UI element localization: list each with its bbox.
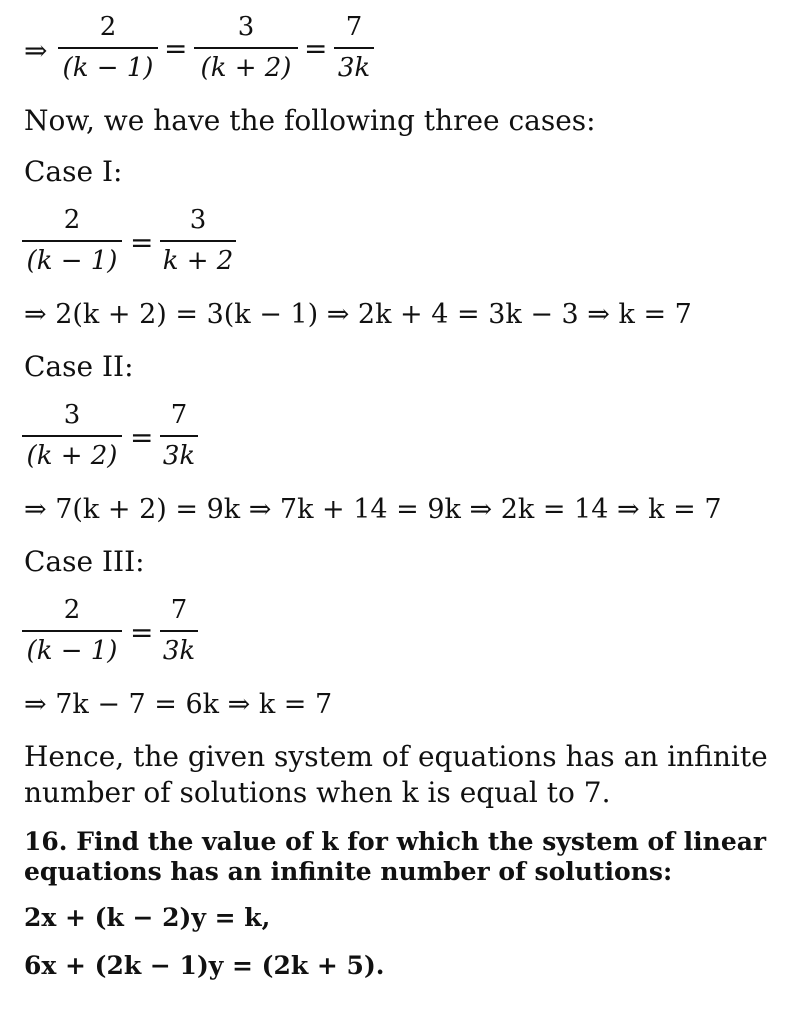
case-3-title: Case III: bbox=[24, 545, 145, 578]
fraction-denominator: 3k bbox=[162, 636, 196, 666]
case-2-title: Case II: bbox=[24, 350, 134, 383]
question-16-line-2: equations has an infinite number of solutions: bbox=[24, 857, 673, 886]
fraction-bar bbox=[194, 47, 298, 49]
fraction-numerator: 3 bbox=[189, 205, 207, 235]
equals-sign: = bbox=[164, 32, 188, 65]
case-3-derivation: ⇒ 7k − 7 = 6k ⇒ k = 7 bbox=[24, 689, 333, 720]
fraction-numerator: 2 bbox=[63, 205, 81, 235]
fraction-denominator: (k + 2) bbox=[200, 53, 292, 83]
question-16-line-1: 16. Find the value of k for which the system of linear bbox=[24, 827, 767, 856]
case-1-derivation: ⇒ 2(k + 2) = 3(k − 1) ⇒ 2k + 4 = 3k − 3 ⇒ k = 7 bbox=[24, 299, 692, 330]
conclusion-line-2: number of solutions when k is equal to 7. bbox=[24, 776, 611, 809]
fraction-bar bbox=[22, 630, 122, 632]
question-16-equation-2: 6x + (2k − 1)y = (2k + 5). bbox=[24, 951, 385, 980]
fraction-3 bbox=[334, 12, 374, 83]
fraction-1 bbox=[22, 595, 122, 666]
fraction-denominator: 3k bbox=[337, 53, 371, 83]
fraction-bar bbox=[334, 47, 374, 49]
equals-sign: = bbox=[130, 616, 154, 649]
fraction-numerator: 3 bbox=[63, 400, 81, 430]
case-1-title: Case I: bbox=[24, 155, 123, 188]
conclusion-line-1: Hence, the given system of equations has an infinite bbox=[24, 740, 768, 773]
fraction-bar bbox=[160, 435, 198, 437]
fraction-numerator: 3 bbox=[237, 12, 255, 42]
fraction-numerator: 2 bbox=[99, 12, 117, 42]
equals-sign: = bbox=[130, 226, 154, 259]
equals-sign: = bbox=[304, 32, 328, 65]
fraction-2 bbox=[160, 400, 198, 471]
fraction-numerator: 2 bbox=[63, 595, 81, 625]
question-16-equation-1: 2x + (k − 2)y = k, bbox=[24, 903, 271, 932]
fraction-numerator: 7 bbox=[345, 12, 363, 42]
fraction-denominator: 3k bbox=[162, 441, 196, 471]
fraction-bar bbox=[22, 435, 122, 437]
fraction-bar bbox=[22, 240, 122, 242]
fraction-denominator: (k − 1) bbox=[62, 53, 154, 83]
fraction-1 bbox=[22, 205, 122, 276]
fraction-1 bbox=[22, 400, 122, 471]
fraction-bar bbox=[58, 47, 158, 49]
fraction-2 bbox=[194, 12, 298, 83]
fraction-denominator: (k − 1) bbox=[26, 636, 118, 666]
fraction-denominator: k + 2 bbox=[162, 246, 234, 276]
fraction-denominator: (k − 1) bbox=[26, 246, 118, 276]
fraction-bar bbox=[160, 240, 236, 242]
case-2-derivation: ⇒ 7(k + 2) = 9k ⇒ 7k + 14 = 9k ⇒ 2k = 14 ⇒ k = 7 bbox=[24, 494, 722, 525]
fraction-2 bbox=[160, 205, 236, 276]
fraction-numerator: 7 bbox=[170, 595, 188, 625]
equals-sign: = bbox=[130, 421, 154, 454]
fraction-bar bbox=[160, 630, 198, 632]
intro-text: Now, we have the following three cases: bbox=[24, 104, 596, 137]
fraction-2 bbox=[160, 595, 198, 666]
implies-arrow: ⇒ bbox=[24, 34, 48, 67]
fraction-numerator: 7 bbox=[170, 400, 188, 430]
fraction-1 bbox=[58, 12, 158, 83]
fraction-denominator: (k + 2) bbox=[26, 441, 118, 471]
